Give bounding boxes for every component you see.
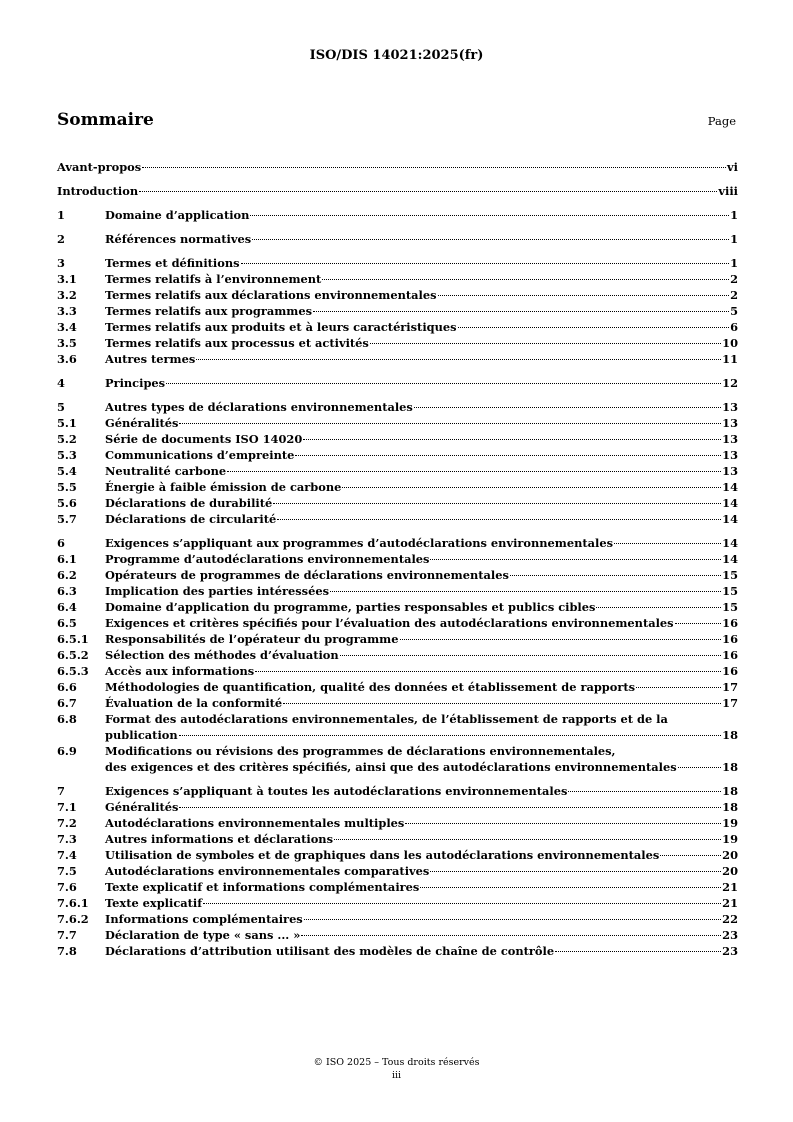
dot-leader — [458, 327, 730, 328]
toc-entry-title: des exigences et des critères spécifiés, ainsi que des autodéclarations environnementales — [105, 760, 677, 774]
toc-entry[interactable] — [57, 287, 738, 303]
dot-leader — [430, 559, 721, 560]
toc-entry-number: 2 — [57, 232, 65, 246]
toc-entry-title: Sélection des méthodes d’évaluation — [105, 648, 339, 662]
toc-page-column-label: Page — [707, 114, 736, 128]
dot-leader — [340, 655, 721, 656]
toc-entry-number: 6.5.1 — [57, 632, 89, 646]
dot-leader — [250, 215, 729, 216]
toc-entry-number: 7.5 — [57, 864, 77, 878]
toc-entry-title: Termes relatifs aux produits et à leurs caractéristiques — [105, 320, 457, 334]
toc-entry[interactable] — [57, 431, 738, 447]
document-id-header: ISO/DIS 14021:2025(fr) — [309, 48, 484, 63]
toc-entry[interactable] — [57, 207, 738, 223]
toc-entry-page: 15 — [722, 584, 738, 598]
toc-entry-title: Domaine d’application — [105, 208, 250, 222]
toc-entry-page: 23 — [722, 928, 738, 942]
toc-entry-title: Implication des parties intéressées — [105, 584, 329, 598]
toc-entry-page: 1 — [730, 232, 738, 246]
toc-entry-title-line: Format des autodéclarations environnementales, de l’établissement de rapports et de la — [105, 712, 668, 726]
toc-entry-page: 1 — [730, 208, 738, 222]
toc-entry-number: 5.4 — [57, 464, 77, 478]
toc-entry[interactable] — [57, 375, 738, 391]
toc-entry-number: 6.4 — [57, 600, 77, 614]
toc-entry-title: Déclaration de type « sans ... » — [105, 928, 301, 942]
dot-leader — [420, 887, 721, 888]
toc-entry-title: Références normatives — [105, 232, 252, 246]
toc-title: Sommaire — [57, 110, 154, 130]
toc-entry-number: 7.1 — [57, 800, 77, 814]
toc-entry-page: 18 — [722, 760, 738, 774]
toc-entry[interactable] — [57, 183, 738, 199]
dot-leader — [304, 919, 721, 920]
dot-leader — [614, 543, 721, 544]
toc-entry[interactable] — [57, 679, 738, 695]
dot-leader — [660, 855, 721, 856]
dot-leader — [179, 735, 721, 736]
dot-leader — [414, 407, 721, 408]
toc-entry[interactable] — [57, 599, 738, 615]
toc-entry-title: Autodéclarations environnementales comparatives — [105, 864, 430, 878]
dot-leader — [241, 263, 730, 264]
toc-entry-title: Déclarations de durabilité — [105, 496, 273, 510]
dot-leader — [139, 191, 717, 192]
dot-leader — [678, 767, 721, 768]
dot-leader — [675, 623, 722, 624]
toc-entry-number: 7.7 — [57, 928, 77, 942]
toc-entry-number: 7.6.2 — [57, 912, 89, 926]
dot-leader — [179, 423, 721, 424]
toc-entry-title: Autres termes — [105, 352, 196, 366]
toc-entry[interactable] — [57, 399, 738, 415]
toc-entry[interactable] — [57, 271, 738, 287]
toc-entry-title: Programme d’autodéclarations environnementales — [105, 552, 430, 566]
toc-entry-title: Série de documents ISO 14020 — [105, 432, 303, 446]
toc-entry[interactable] — [57, 447, 738, 463]
toc-entry[interactable] — [57, 911, 738, 927]
toc-entry-title: Termes relatifs aux processus et activités — [105, 336, 369, 350]
toc-entry-page: 15 — [722, 600, 738, 614]
toc-entry-number: 5.6 — [57, 496, 77, 510]
toc-entry-number: 3 — [57, 256, 65, 270]
toc-entry-title: Texte explicatif — [105, 896, 203, 910]
dot-leader — [438, 295, 730, 296]
toc-entry-title: Termes relatifs à l’environnement — [105, 272, 322, 286]
table-of-contents — [57, 159, 738, 959]
toc-entry-title: Responsabilités de l’opérateur du programme — [105, 632, 399, 646]
toc-entry[interactable] — [57, 511, 738, 527]
toc-entry-title: Exigences et critères spécifiés pour l’évaluation des autodéclarations environnementales — [105, 616, 674, 630]
toc-entry-number: 6.1 — [57, 552, 77, 566]
toc-entry-number: 7.6 — [57, 880, 77, 894]
toc-entry-title: Neutralité carbone — [105, 464, 227, 478]
dot-leader — [303, 439, 721, 440]
dot-leader — [313, 311, 729, 312]
toc-entry-number: 1 — [57, 208, 65, 222]
toc-entry-page: 13 — [722, 400, 738, 414]
toc-entry-title: Autres types de déclarations environnementales — [105, 400, 413, 414]
toc-entry-page: 14 — [722, 536, 738, 550]
toc-entry-page: viii — [718, 184, 738, 198]
toc-entry-page: 6 — [730, 320, 738, 334]
toc-entry-number: 7.6.1 — [57, 896, 89, 910]
toc-entry-number: 6.5 — [57, 616, 77, 630]
toc-entry-title: Méthodologies de quantification, qualité des données et établissement de rapports — [105, 680, 636, 694]
dot-leader — [334, 839, 721, 840]
toc-entry[interactable] — [57, 415, 738, 431]
toc-entry-page: 14 — [722, 552, 738, 566]
toc-entry-title: Texte explicatif et informations complémentaires — [105, 880, 420, 894]
toc-entry-page: 19 — [722, 816, 738, 830]
toc-entry-title: Exigences s’appliquant à toutes les autodéclarations environnementales — [105, 784, 568, 798]
toc-entry[interactable] — [57, 863, 738, 879]
dot-leader — [430, 871, 721, 872]
toc-entry-page: 13 — [722, 448, 738, 462]
toc-entry-title: Autres informations et déclarations — [105, 832, 333, 846]
toc-entry[interactable] — [57, 695, 738, 711]
dot-leader — [330, 591, 721, 592]
toc-entry-title: Énergie à faible émission de carbone — [105, 480, 342, 494]
toc-entry-page: vi — [727, 160, 738, 174]
toc-entry-page: 22 — [722, 912, 738, 926]
dot-leader — [405, 823, 721, 824]
toc-entry-title: Informations complémentaires — [105, 912, 303, 926]
toc-entry-title: Généralités — [105, 416, 179, 430]
toc-entry[interactable] — [57, 663, 738, 679]
toc-entry-page: 21 — [722, 896, 738, 910]
toc-entry-title: Communications d’empreinte — [105, 448, 295, 462]
dot-leader — [283, 703, 721, 704]
dot-leader — [252, 239, 729, 240]
toc-entry-page: 13 — [722, 416, 738, 430]
toc-entry[interactable] — [57, 815, 738, 831]
dot-leader — [555, 951, 721, 952]
toc-entry-number: 7.3 — [57, 832, 77, 846]
toc-entry-number: 6.8 — [57, 712, 77, 726]
dot-leader — [636, 687, 721, 688]
toc-entry-number: 7.4 — [57, 848, 77, 862]
toc-entry[interactable] — [57, 319, 738, 335]
toc-entry[interactable] — [57, 879, 738, 895]
toc-entry-title: Accès aux informations — [105, 664, 255, 678]
toc-entry-number: 6.6 — [57, 680, 77, 694]
toc-entry[interactable] — [57, 535, 738, 551]
toc-entry-page: 2 — [730, 288, 738, 302]
dot-leader — [322, 279, 729, 280]
toc-entry-number: 5.2 — [57, 432, 77, 446]
toc-entry-page: 20 — [722, 848, 738, 862]
toc-entry-number: 6.3 — [57, 584, 77, 598]
toc-entry-number: 3.3 — [57, 304, 77, 318]
toc-entry-page: 21 — [722, 880, 738, 894]
toc-entry-page: 18 — [722, 800, 738, 814]
toc-entry[interactable] — [57, 495, 738, 511]
dot-leader — [196, 359, 721, 360]
toc-entry[interactable] — [57, 303, 738, 319]
toc-entry-title: Domaine d’application du programme, parties responsables et publics cibles — [105, 600, 596, 614]
toc-entry-page: 18 — [722, 784, 738, 798]
toc-entry-page: 5 — [730, 304, 738, 318]
toc-entry-page: 10 — [722, 336, 738, 350]
toc-entry-title: Évaluation de la conformité — [105, 696, 283, 710]
toc-entry[interactable] — [57, 711, 738, 743]
toc-entry-page: 12 — [722, 376, 738, 390]
toc-entry-page: 13 — [722, 464, 738, 478]
toc-entry-number: 4 — [57, 376, 65, 390]
toc-entry-page: 14 — [722, 512, 738, 526]
toc-entry-number: 5.5 — [57, 480, 77, 494]
toc-entry-page: 16 — [722, 648, 738, 662]
toc-entry[interactable] — [57, 647, 738, 663]
toc-entry-title: Principes — [105, 376, 166, 390]
toc-entry[interactable] — [57, 479, 738, 495]
dot-leader — [568, 791, 721, 792]
toc-entry[interactable] — [57, 615, 738, 631]
toc-entry-title: Utilisation de symboles et de graphiques dans les autodéclarations environnementales — [105, 848, 660, 862]
toc-entry-number: 5 — [57, 400, 65, 414]
toc-entry-page: 1 — [730, 256, 738, 270]
toc-entry-title: Déclarations de circularité — [105, 512, 277, 526]
toc-entry-number: 6.5.3 — [57, 664, 89, 678]
dot-leader — [255, 671, 721, 672]
dot-leader — [370, 343, 721, 344]
toc-entry[interactable] — [57, 943, 738, 959]
toc-entry-page: 16 — [722, 664, 738, 678]
toc-entry-number: 3.2 — [57, 288, 77, 302]
toc-entry[interactable] — [57, 631, 738, 647]
toc-entry[interactable] — [57, 743, 738, 775]
toc-entry[interactable] — [57, 463, 738, 479]
page-footer — [0, 1056, 793, 1082]
copyright-notice: © ISO 2025 – Tous droits réservés — [313, 1057, 480, 1068]
toc-entry[interactable] — [57, 567, 738, 583]
dot-leader — [179, 807, 721, 808]
toc-entry-number: 3.4 — [57, 320, 77, 334]
toc-entry-page: 17 — [722, 680, 738, 694]
toc-entry[interactable] — [57, 551, 738, 567]
toc-entry-page: 18 — [722, 728, 738, 742]
toc-entry-title: Introduction — [57, 184, 139, 198]
toc-entry-number: 5.7 — [57, 512, 77, 526]
dot-leader — [277, 519, 721, 520]
toc-entry-page: 20 — [722, 864, 738, 878]
toc-entry-number: 5.1 — [57, 416, 77, 430]
toc-entry-title: Termes relatifs aux déclarations environnementales — [105, 288, 437, 302]
toc-entry-page: 23 — [722, 944, 738, 958]
toc-entry[interactable] — [57, 335, 738, 351]
toc-entry-title: Opérateurs de programmes de déclarations environnementales — [105, 568, 509, 582]
toc-entry-number: 3.5 — [57, 336, 77, 350]
toc-entry-number: 7.2 — [57, 816, 77, 830]
toc-entry[interactable] — [57, 231, 738, 247]
toc-entry-title: Déclarations d’attribution utilisant des modèles de chaîne de contrôle — [105, 944, 555, 958]
toc-entry-title: Autodéclarations environnementales multiples — [105, 816, 405, 830]
toc-entry-page: 17 — [722, 696, 738, 710]
toc-entry-number: 6.5.2 — [57, 648, 89, 662]
toc-entry-number: 6.2 — [57, 568, 77, 582]
toc-entry-number: 5.3 — [57, 448, 77, 462]
toc-entry[interactable] — [57, 783, 738, 799]
dot-leader — [166, 383, 721, 384]
toc-entry-page: 11 — [722, 352, 738, 366]
toc-entry[interactable] — [57, 895, 738, 911]
dot-leader — [342, 487, 721, 488]
toc-entry[interactable] — [57, 927, 738, 943]
toc-entry-number: 7.8 — [57, 944, 77, 958]
dot-leader — [596, 607, 721, 608]
toc-entry[interactable] — [57, 351, 738, 367]
toc-entry-page: 14 — [722, 480, 738, 494]
toc-entry-number: 3.1 — [57, 272, 77, 286]
toc-entry[interactable] — [57, 255, 738, 271]
toc-entry-title: Termes et définitions — [105, 256, 240, 270]
toc-entry-number: 3.6 — [57, 352, 77, 366]
dot-leader — [203, 903, 721, 904]
toc-entry-number: 7 — [57, 784, 65, 798]
page-number: iii — [391, 1070, 402, 1081]
toc-entry-page: 15 — [722, 568, 738, 582]
toc-entry-title: Termes relatifs aux programmes — [105, 304, 313, 318]
dot-leader — [400, 639, 722, 640]
toc-entry-page: 14 — [722, 496, 738, 510]
toc-entry-page: 19 — [722, 832, 738, 846]
toc-entry-title: publication — [105, 728, 178, 742]
dot-leader — [273, 503, 721, 504]
toc-entry-title-line: Modifications ou révisions des programmes de déclarations environnementales, — [105, 744, 616, 758]
toc-entry-number: 6 — [57, 536, 65, 550]
toc-entry[interactable] — [57, 847, 738, 863]
toc-entry-page: 13 — [722, 432, 738, 446]
toc-entry-page: 16 — [722, 632, 738, 646]
dot-leader — [295, 455, 721, 456]
dot-leader — [510, 575, 721, 576]
dot-leader — [142, 167, 726, 168]
toc-entry[interactable] — [57, 159, 738, 175]
toc-entry-title: Avant-propos — [57, 160, 142, 174]
toc-entry-title: Exigences s’appliquant aux programmes d’autodéclarations environnementales — [105, 536, 614, 550]
toc-entry-number: 6.7 — [57, 696, 77, 710]
toc-entry[interactable] — [57, 799, 738, 815]
toc-entry[interactable] — [57, 831, 738, 847]
toc-entry-page: 2 — [730, 272, 738, 286]
toc-entry[interactable] — [57, 583, 738, 599]
toc-entry-number: 6.9 — [57, 744, 77, 758]
dot-leader — [301, 935, 721, 936]
toc-entry-title: Généralités — [105, 800, 179, 814]
dot-leader — [227, 471, 721, 472]
toc-entry-page: 16 — [722, 616, 738, 630]
